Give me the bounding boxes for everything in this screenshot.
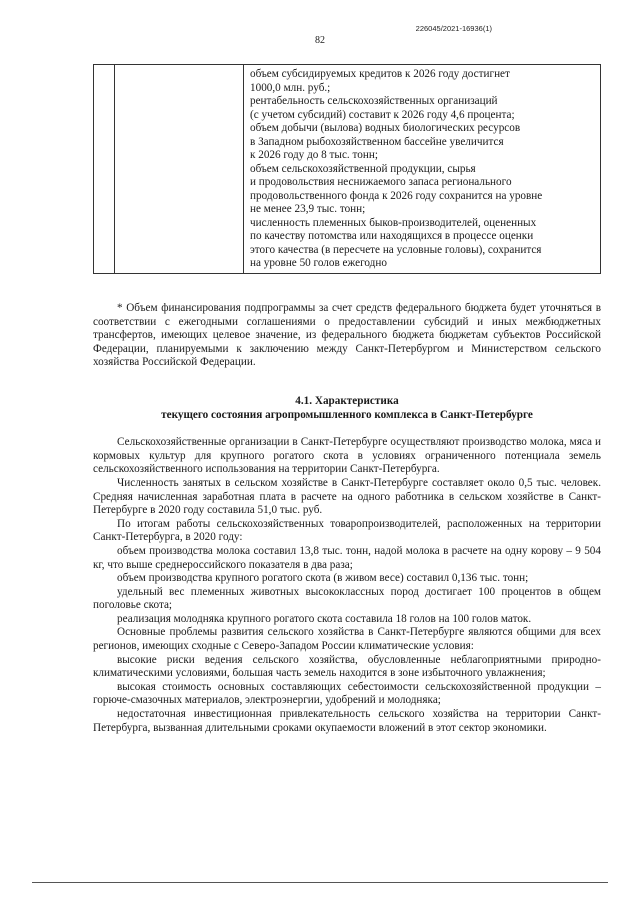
table-line: объем добычи (вылова) водных биологических ресурсов [250, 122, 521, 134]
table-line: продовольственного фонда к 2026 году сохранится на уровне [250, 189, 543, 202]
table-line: в Западном рыбохозяйственном бассейне увеличится [250, 135, 504, 148]
table-line: объем сельскохозяйственной продукции, сырья [250, 162, 476, 175]
table-line: к 2026 году до 8 тыс. тонн; [250, 149, 378, 161]
paragraph: недостаточная инвестиционная привлекательность сельского хозяйства на территории Санкт-Петербурга, вызванная длительными сроками окупаемости вложений в этот сектор экономики. [93, 708, 601, 734]
table-line: и продовольствия неснижаемого запаса регионального [250, 176, 512, 188]
table-cell-number [94, 65, 115, 274]
table-line: рентабельность сельскохозяйственных организаций [250, 95, 498, 107]
paragraph: объем производства молока составил 13,8 тыс. тонн, надой молока в расчете на одну корову – 9 504 кг, что выше среднероссийского показателя в два раза; [93, 544, 601, 571]
paragraph: Сельскохозяйственные организации в Санкт-Петербурге осуществляют производство молока, мяса и кормовых культур для крупного рогатого скота в условиях ограниченного потенциала земель сельскохозяйственного использования на территории Санкт-Петербурга. [93, 436, 601, 476]
table-line: численность племенных быков-производителей, оцененных [250, 216, 537, 229]
scan-bottom-border [32, 882, 608, 883]
table-line: (с учетом субсидий) составит к 2026 году 4,6 процента; [250, 108, 515, 121]
paragraph: реализация молодняка крупного рогатого скота составила 18 голов на 100 голов маток. [117, 612, 532, 625]
paragraph: объем производства крупного рогатого скота (в живом весе) составил 0,136 тыс. тонн; [117, 572, 529, 585]
table-line: на уровне 50 голов ежегодно [250, 257, 387, 269]
document-body [93, 302, 601, 735]
paragraph: По итогам работы сельскохозяйственных товаропроизводителей, расположенных на территории Санкт-Петербурга, в 2020 году: [93, 517, 601, 544]
continuation-table [93, 64, 601, 274]
table-line: не менее 23,9 тыс. тонн; [250, 203, 366, 215]
table-cell-label [115, 65, 244, 274]
paragraph: высокие риски ведения сельского хозяйства, обусловленные неблагоприятными природно-климатическими условиями, большая часть земель находится в зоне избыточного увлажнения; [93, 653, 601, 680]
paragraph: Численность занятых в сельском хозяйстве в Санкт-Петербурге составляет около 0,5 тыс. человек. Средняя начисленная заработная плата в расчете на одного работника в сельском хозяйстве в Санкт-Петербурге в 2020 году составила 51,0 тыс. руб. [93, 476, 601, 517]
section-heading-title: текущего состояния агропромышленного комплекса в Санкт-Петербурге [161, 408, 533, 421]
document-registration-number: 226045/2021-16936(1) [415, 24, 492, 33]
table-line: объем субсидируемых кредитов к 2026 году достигнет [250, 68, 510, 80]
paragraph: удельный вес племенных животных высококлассных пород достигает 100 процентов в общем поголовье скота; [93, 585, 601, 612]
table-line: этого качества (в пересчете на условные головы), сохранится [250, 243, 542, 256]
footnote: * Объем финансирования подпрограммы за счет средств федерального бюджета будет уточняться в соответствии с ежегодными соглашениями о предоставлении субсидий и иных межбюджетных трансфертов, имеющих целевое значение, из федерального бюджета бюджетам субъектов Российской Федерации, планируемыми к заключению между Санкт-Петербургом и Министерством сельского хозяйства Российской Федерации. [93, 302, 601, 369]
table-row [94, 65, 601, 274]
paragraph: высокая стоимость основных составляющих себестоимости сельскохозяйственной продукции – горюче-смазочных материалов, электроэнергии, удобрений и молодняка; [93, 680, 601, 707]
table-line: 1000,0 млн. руб.; [250, 81, 331, 94]
section-heading-number: 4.1. Характеристика [295, 394, 399, 407]
table-cell-indicators [244, 65, 601, 274]
table-line: по качеству потомства или находящихся в процессе оценки [250, 230, 534, 242]
page-number: 82 [315, 35, 325, 46]
paragraph: Основные проблемы развития сельского хозяйства в Санкт-Петербурге являются общими для всех регионов, имеющих сходные с Северо-Западом России климатические условия: [93, 626, 601, 653]
